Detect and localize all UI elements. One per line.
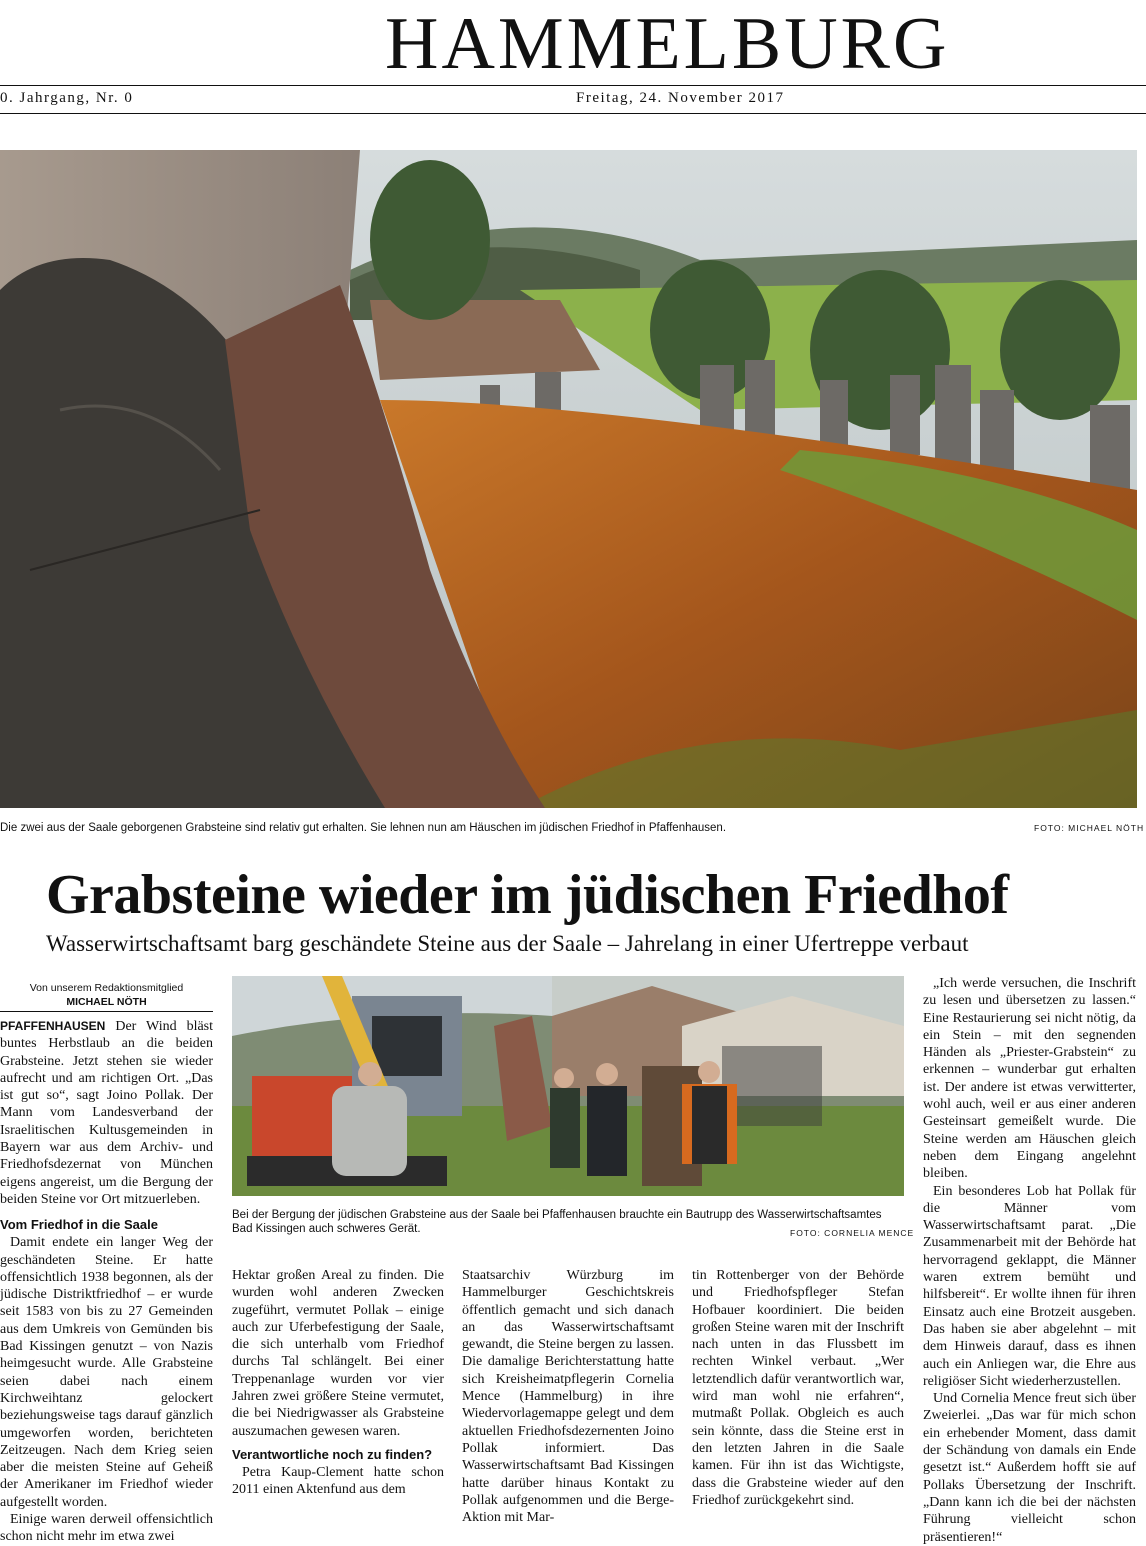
column-2-paragraph-1: Hektar großen Areal zu finden. Die wurden wohl anderen Zwecken zugeführt, vermutet Pollak – einige auch zur Uferbefestigung der Saale, die sich unterhalb vom Friedhof durchs Tal schlängelt. Bei einer Treppenanlage wurden vor vier Jahren zwei größere Steine vermutet, die bei Niedrigwasser als Grabsteine auszumachen gewesen waren. — [232, 1268, 444, 1439]
article-subhead: Wasserwirtschaftsamt barg geschändete Steine aus der Saale – Jahrelang in einer Ufertreppe verbaut — [46, 931, 969, 956]
column-1-paragraph-3: Einige waren derweil offensichtlich schon nicht mehr im etwa zwei — [0, 1512, 213, 1545]
column-3-text: Staatsarchiv Würzburg im Hammelburger Geschichtskreis öffentlich gemacht und sich danach an das Wasserwirtschaftsamt gewandt, die Steine bergen zu lassen. Die damalige Berichterstattung hatte sich Kreisheimatpflegerin Cornelia Mence (Hammelburg) in ihre Wiedervorlagemappe gelegt und dem aktuellen Friedhofsdezernenten Joino Pollak informiert. Das Wasserwirtschaftsamt Bad Kissingen hatte darüber hinaus Kontakt zu Pollak aufgenommen und die Berge-Aktion mit Mar- — [462, 1268, 674, 1526]
column-1-paragraph-2: Damit endete ein langer Weg der geschändeten Steine. Er hatte offensichtlich 1938 begonnen, als der jüdische Distriktfriedhof – er wurde seit 1583 von bis zu 27 Gemeinden aus dem Umkreis von Gemünden bis Bad Kissingen genutzt – von Nazis heimgesucht wurde. Alle Grabsteine seien dabei nach einem Kirchweihtanz gelockert beziehungsweise tags darauf gänzlich umgeworfen worden, berichteten Zeitzeugen. Nach dem Krieg seien aber die meisten Steine auf Geheiß der Amerikaner im Friedhof wieder aufgestellt worden. — [0, 1235, 213, 1510]
dateline: PFAFFENHAUSEN — [0, 1019, 106, 1033]
column-4-text: tin Rottenberger von der Behörde und Friedhofspfleger Stefan Hofbauer koordiniert. Die beiden großen Steine waren mit der Inschrift nach unten in das Flussbett im rechten Winkel verbaut. „Wer letztendlich dafür verantwortlich war, wird man wohl nie erfahren“, mutmaßt Pollak. Obgleich es auch sein könnte, dass die Steine erst in den letzten Jahren in die Saale kamen. Für ihn ist das Wichtigste, dass die Grabsteine wieder auf den Friedhof zurückgekehrt sind. — [692, 1268, 904, 1508]
cemetery-photo — [0, 150, 1137, 808]
cemetery-photo-illustration — [0, 150, 1137, 808]
article-headline: Grabsteine wieder im jüdischen Friedhof — [46, 864, 1009, 926]
issue-date: Freitag, 24. November 2017 — [576, 90, 785, 106]
mid-photo-caption: Bei der Bergung der jüdischen Grabsteine aus der Saale bei Pfaffenhausen brauchte ein Bautrupp des Wasserwirtschaftsamtes Bad Kissingen auch schweres Gerät. — [232, 1209, 882, 1235]
excavator-photo — [232, 976, 904, 1196]
column-2-paragraph-2: Petra Kaup-Clement hatte schon 2011 einen Aktenfund aus dem — [232, 1464, 444, 1498]
subheading-vom-friedhof: Vom Friedhof in die Saale — [0, 1217, 158, 1233]
byline-author: MICHAEL NÖTH — [66, 996, 147, 1008]
byline-prefix: Von unserem Redaktionsmitglied — [29, 982, 184, 994]
column-5-paragraph-3: Und Cornelia Mence freut sich über Zweierlei. „Das war für mich schon ein erhebender Moment, dass damit der Schändung von damals ein Ende gesetzt ist.“ Außerdem hofft sie auf Pollaks Übersetzung der Inschrift. „Dann kann ich die bei der nächsten Führung vielleicht schon präsentieren!“ — [923, 1391, 1136, 1545]
article-column-2 — [232, 1267, 444, 1499]
top-photo-caption: Die zwei aus der Saale geborgenen Grabsteine sind relativ gut erhalten. Sie lehnen nun am Häuschen im jüdischen Friedhof in Pfaffenhausen. — [0, 822, 727, 834]
column-5-paragraph-2: Ein besonderes Lob hat Pollak für die Männer vom Wasserwirtschaftsamt parat. „Die Zusammenarbeit mit der Behörde hat hervorragend geklappt, die Männer waren extrem bemüht und hilfsbereit“. Er wollte ihnen für ihren Einsatz auch eine Brotzeit ausgeben. Das haben sie aber abgelehnt – mit dem Hinweis darauf, dass es ihnen auch ein Anliegen war, die Ehre aus religiöser Sicht wiederherzustellen. — [923, 1183, 1136, 1389]
article-column-5 — [923, 975, 1136, 1546]
byline-rule — [0, 1011, 213, 1012]
article-column-4 — [692, 1267, 904, 1509]
masthead-rule-bottom — [0, 113, 1146, 114]
mid-photo-credit: FOTO: CORNELIA MENCE — [790, 1228, 915, 1238]
article-column-3 — [462, 1267, 674, 1526]
top-photo-credit: FOTO: MICHAEL NÖTH — [1034, 823, 1145, 833]
newspaper-title: HAMMELBURG — [385, 3, 950, 85]
column-5-paragraph-1: „Ich werde versuchen, die Inschrift zu lesen und übersetzen zu lassen.“ Eine Restaurierung sei nicht nötig, da ein Stein – mit den segnenden Händen als „Priester-Grabstein“ zu erkennen – wunderbar gut erhalten ist. Der andere ist etwas verwitterter, wohl auch, weil er aus einer anderen Gesteinsart gemeißelt wurde. Die Steine werden am Häuschen gleich neben dem Eingang angelehnt bleiben. — [923, 976, 1136, 1182]
issue-number: 0. Jahrgang, Nr. 0 — [0, 90, 134, 106]
masthead-rule-top — [0, 85, 1146, 86]
column-1-lead-text: Der Wind bläst buntes Herbstlaub an die beiden Grabsteine. Jetzt stehen sie wieder aufrecht und am richtigen Ort. „Das ist gut so“, sagt Joino Pollak. Der Mann vom Landesverband der Israelitischen Kultusgemeinden in Bayern war aus dem Archiv- und Friedhofsdezernat von München eigens angereist, um die Bergung der beiden Steine vor Ort mitzuerleben. — [0, 1019, 214, 1207]
article-column-1 — [0, 982, 213, 1546]
masthead — [0, 0, 1146, 86]
excavator-photo-illustration — [232, 976, 904, 1196]
subheading-verantwortliche: Verantwortliche noch zu finden? — [232, 1446, 433, 1462]
